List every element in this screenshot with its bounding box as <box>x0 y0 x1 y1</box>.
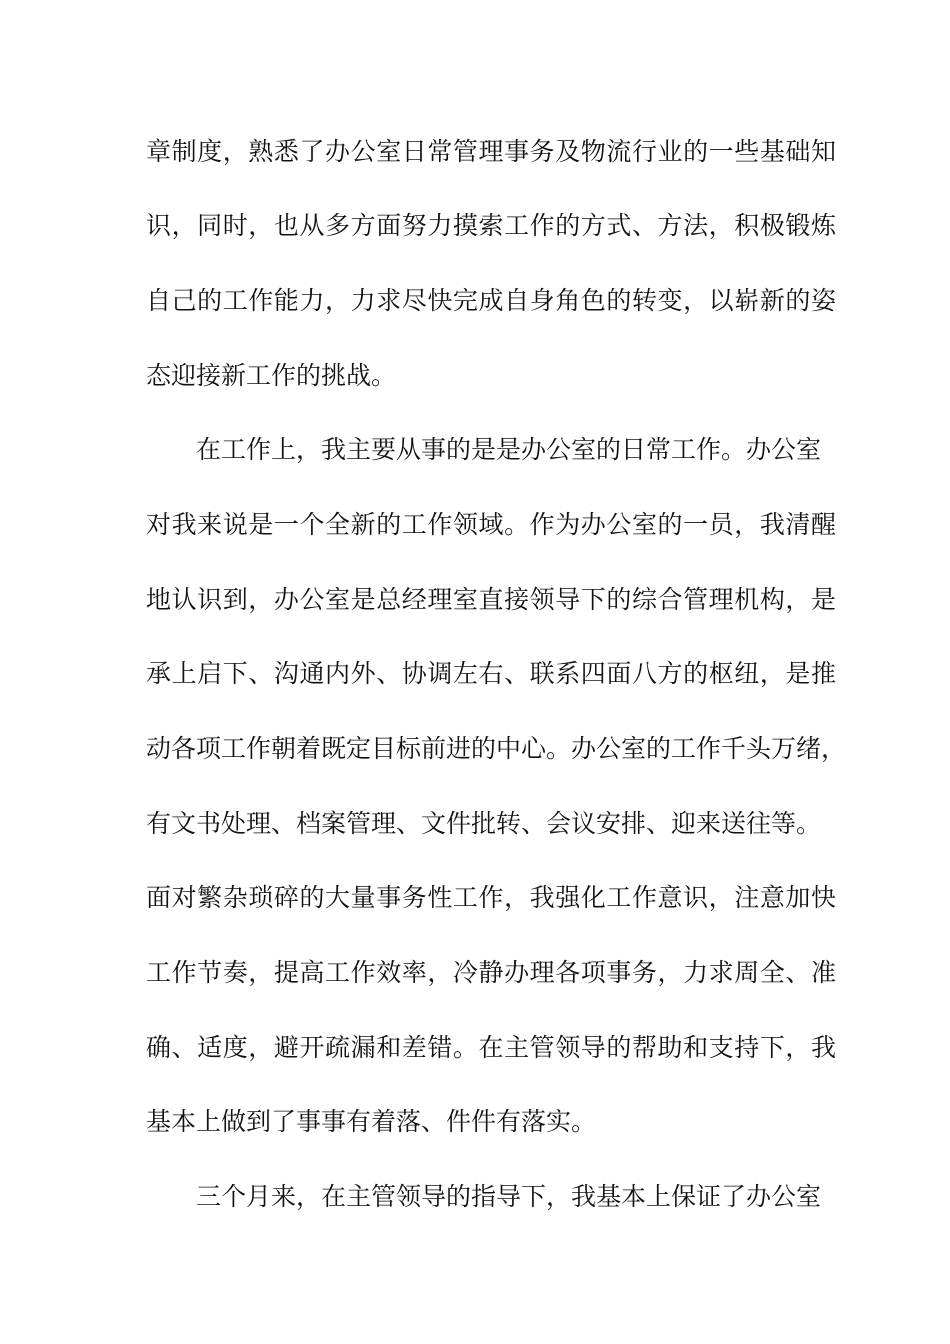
text-line: 确、适度，避开疏漏和差错。在主管领导的帮助和支持下，我 <box>146 1033 836 1062</box>
text-line: 动各项工作朝着既定目标前进的中心。办公室的工作千头万绪， <box>146 734 847 763</box>
text-line: 工作节奏，提高工作效率，冷静办理各项事务，力求周全、准 <box>146 958 836 987</box>
text-line: 基本上做到了事事有着落、件件有落实。 <box>146 1107 597 1136</box>
text-line: 章制度，熟悉了办公室日常管理事务及物流行业的一些基础知 <box>146 137 836 166</box>
text-line: 自己的工作能力，力求尽快完成自身角色的转变，以崭新的姿 <box>146 286 836 315</box>
text-line: 有文书处理、档案管理、文件批转、会议安排、迎来送往等。 <box>146 809 822 838</box>
text-line: 态迎接新工作的挑战。 <box>146 361 397 390</box>
text-line: 对我来说是一个全新的工作领域。作为办公室的一员，我清醒 <box>146 510 836 539</box>
text-line: 面对繁杂琐碎的大量事务性工作，我强化工作意识，注意加快 <box>146 883 836 912</box>
text-line: 识，同时，也从多方面努力摸索工作的方式、方法，积极锻炼 <box>146 211 836 240</box>
text-line: 承上启下、沟通内外、协调左右、联系四面八方的枢纽，是推 <box>146 659 836 688</box>
text-line: 地认识到，办公室是总经理室直接领导下的综合管理机构，是 <box>146 585 836 614</box>
paragraph-first-line: 在工作上，我主要从事的是是办公室的日常工作。办公室 <box>196 435 822 464</box>
paragraph-first-line: 三个月来，在主管领导的指导下，我基本上保证了办公室 <box>196 1182 822 1211</box>
